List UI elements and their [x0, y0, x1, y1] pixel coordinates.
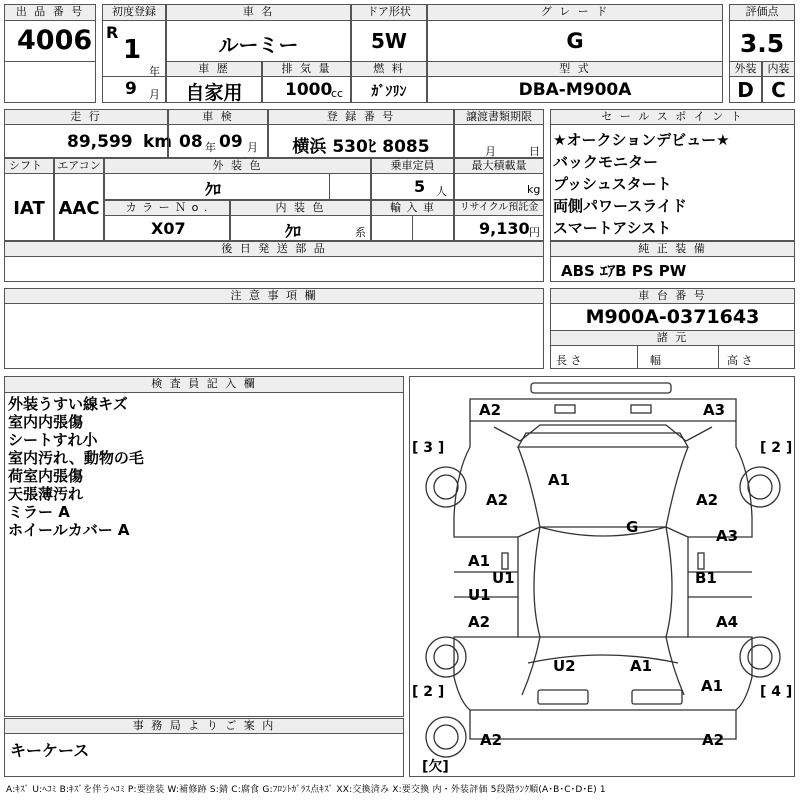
office-box	[4, 733, 404, 777]
int-color: ｸﾛ	[285, 222, 302, 241]
transfer-month-unit: 月	[485, 145, 496, 158]
import-divider	[412, 216, 413, 240]
damage-mark: A1	[468, 552, 491, 570]
recycle-label: リサイクル預託金	[454, 200, 544, 216]
model: DBA-M900A	[518, 80, 632, 100]
chassis-label: 車 台 番 号	[550, 288, 795, 304]
lot-no-box	[4, 20, 96, 62]
ext-color-box	[104, 173, 371, 200]
ext-color-label: 外 装 色	[104, 158, 371, 174]
exterior-label: 外装	[729, 61, 762, 77]
history-box	[166, 76, 262, 103]
inspector-note: ホイールカバー A	[8, 521, 130, 539]
capacity: 5	[414, 177, 426, 196]
later-parts-box	[4, 256, 544, 282]
score: 3.5	[739, 29, 785, 58]
inspector-note: 天張薄汚れ	[8, 485, 84, 503]
interior-label: 内装	[762, 61, 795, 77]
length-label: 長 さ	[556, 354, 582, 367]
mileage-box	[4, 124, 173, 158]
recycle: 9,130	[479, 219, 530, 238]
shift-label: シフト	[4, 158, 54, 174]
plate-box	[268, 124, 454, 158]
history: 自家用	[185, 82, 243, 104]
inspector-note: 外装うすい線キズ	[8, 395, 128, 413]
damage-mark: A2	[468, 613, 491, 631]
equipment-label: 純 正 装 備	[550, 241, 795, 257]
sales-point-item: バックモニター	[553, 153, 659, 171]
import-box	[371, 215, 454, 241]
year-unit: 年	[149, 65, 160, 78]
tire-label-fl: [ 3 ]	[412, 440, 445, 456]
car-name: ルーミー	[218, 33, 299, 57]
plate: 横浜 530ﾋ 8085	[292, 137, 430, 157]
door-box	[351, 20, 427, 62]
exterior-box	[729, 76, 762, 103]
inspection-month-unit: 月	[247, 141, 258, 154]
inspection-box	[168, 124, 268, 158]
equipment-box	[550, 256, 795, 282]
transfer-day-unit: 日	[529, 145, 540, 158]
sales-point-item: ★オークションデビュー★	[553, 131, 730, 149]
displacement-box	[262, 76, 351, 103]
inspection-label: 車 検	[168, 109, 268, 125]
ac-box	[54, 173, 104, 241]
ac-label: エアコン	[54, 158, 104, 174]
color-no-label: カ ラ ー Ｎ o .	[104, 200, 230, 216]
inspection-year: 08	[179, 132, 203, 152]
ext-color-divider	[329, 174, 330, 199]
score-label: 評価点	[729, 4, 795, 21]
inspector-notes	[8, 395, 144, 539]
car-name-box	[166, 20, 351, 62]
inspector-box	[4, 392, 404, 717]
load-label: 最大積載量	[454, 158, 544, 174]
tire-label-rl: [ 2 ]	[412, 684, 445, 700]
sales-points-box	[550, 124, 795, 241]
chassis-value: M900A-0371643	[585, 306, 760, 328]
tire-label-rr: [ 4 ]	[760, 684, 793, 700]
length-box	[550, 345, 638, 369]
first-reg-month-box	[102, 76, 166, 103]
damage-mark: A2	[486, 491, 509, 509]
damage-mark: A3	[716, 527, 739, 545]
load-box	[454, 173, 544, 200]
chassis-box	[550, 303, 795, 331]
import-label: 輸 入 車	[371, 200, 454, 216]
exterior: D	[737, 78, 754, 102]
inspector-note: 室内汚れ、動物の毛	[8, 449, 144, 467]
equipment-value: ABS ｴｱB PS PW	[561, 262, 687, 280]
damage-mark: A4	[716, 613, 739, 631]
tire-rear-right	[740, 637, 780, 677]
mileage-unit: km	[143, 132, 173, 152]
lot-no-blank	[4, 61, 96, 103]
recycle-unit: 円	[529, 226, 540, 239]
tire-label-fr: [ 2 ]	[760, 440, 793, 456]
interior-box	[762, 76, 795, 103]
grade-label: グ レ ー ド	[427, 4, 723, 21]
first-reg-month: 9	[125, 79, 137, 99]
color-no-box	[104, 215, 230, 241]
damage-mark: G	[626, 518, 639, 536]
damage-mark: U1	[492, 569, 515, 587]
inspector-note: 荷室内張傷	[8, 467, 84, 485]
inspector-note: ミラー A	[8, 503, 70, 521]
shift: IAT	[13, 198, 45, 219]
inspection-year-unit: 年	[205, 141, 216, 154]
first-reg-box	[102, 20, 166, 77]
history-label: 車 歴	[166, 61, 262, 77]
width-label: 幅	[650, 354, 661, 367]
tire-front-right	[740, 467, 780, 507]
office-note: キーケース	[10, 741, 90, 760]
height-box	[718, 345, 795, 369]
inspection-month: 09	[219, 132, 243, 152]
door-label: ドア形状	[351, 4, 427, 21]
damage-mark: U1	[468, 586, 491, 604]
ext-color: ｸﾛ	[205, 180, 222, 199]
car-name-label: 車 名	[166, 4, 351, 21]
dims-label: 諸 元	[550, 330, 795, 346]
later-parts-label: 後 日 発 送 部 品	[4, 241, 544, 257]
damage-diagram	[409, 376, 795, 777]
width-box	[637, 345, 719, 369]
lot-no: 4006	[17, 25, 93, 56]
mileage-label: 走 行	[4, 109, 168, 125]
first-reg-year: 1	[123, 35, 142, 65]
model-label: 型 式	[427, 61, 723, 77]
sales-point-item: 両側パワースライド	[553, 197, 687, 215]
fuel-label: 燃 料	[351, 61, 427, 77]
damage-mark: A1	[701, 677, 724, 695]
sales-points-label: セ ー ル ス ポ イ ン ト	[550, 109, 795, 125]
recycle-box	[454, 215, 544, 241]
transfer-label: 譲渡書類期限	[454, 109, 544, 125]
model-box	[427, 76, 723, 103]
car-outline	[410, 377, 796, 778]
lot-no-label: 出 品 番 号	[4, 4, 96, 21]
door: 5W	[371, 29, 407, 53]
damage-mark: A2	[479, 401, 502, 419]
mileage: 89,599	[67, 132, 133, 152]
legend: A:ｷｽﾞ U:ﾍｺﾐ B:ｷｽﾞを伴うﾍｺﾐ P:要塗装 W:補修跡 S:錆 C:腐食 G:ﾌﾛﾝﾄｶﾞﾗｽ点ｷｽﾞ XX:交換済み X:要交換 内・外装評価 5段階ﾗﾝｸ順(A･B･C･D･E) 1	[6, 785, 606, 795]
sales-point-item: プッシュスタート	[553, 175, 672, 193]
damage-mark: B1	[695, 569, 717, 587]
fuel: ｶﾞｿﾘﾝ	[371, 84, 407, 100]
capacity-label: 乗車定員	[371, 158, 454, 174]
ac: AAC	[58, 198, 100, 219]
damage-mark: U2	[553, 657, 576, 675]
shift-box	[4, 173, 54, 241]
inspector-note: 室内内張傷	[8, 413, 84, 431]
sales-point-item: スマートアシスト	[553, 219, 672, 237]
month-unit: 月	[149, 88, 160, 101]
tire-rear-left	[426, 637, 466, 677]
notes-box	[4, 303, 544, 369]
tire-spare	[426, 717, 466, 757]
height-label: 高 さ	[727, 354, 753, 367]
int-color-unit: 系	[355, 226, 366, 239]
sales-points-list	[553, 129, 730, 239]
capacity-box	[371, 173, 454, 200]
displacement: 1000	[285, 80, 333, 100]
notes-label: 注 意 事 項 欄	[4, 288, 544, 304]
grade: G	[566, 29, 584, 53]
damage-mark: A1	[630, 657, 653, 675]
score-box	[729, 20, 795, 62]
int-color-label: 内 装 色	[230, 200, 371, 216]
tire-label-spare: [欠]	[422, 759, 449, 775]
damage-mark: A2	[696, 491, 719, 509]
transfer-box	[454, 124, 544, 158]
first-reg-era: R	[106, 23, 119, 42]
color-no: X07	[151, 219, 186, 238]
interior: C	[771, 78, 786, 102]
tire-front-left	[426, 467, 466, 507]
plate-label: 登 録 番 号	[268, 109, 454, 125]
damage-mark: A2	[702, 731, 725, 749]
displacement-label: 排 気 量	[262, 61, 351, 77]
office-label: 事 務 局 よ り ご 案 内	[4, 718, 404, 734]
fuel-box	[351, 76, 427, 103]
int-color-box	[230, 215, 371, 241]
grade-box	[427, 20, 723, 62]
capacity-unit: 人	[436, 185, 447, 198]
damage-mark: A3	[703, 401, 726, 419]
load-unit: kg	[527, 183, 541, 196]
inspector-label: 検 査 員 記 入 欄	[4, 376, 404, 393]
damage-mark: A2	[480, 731, 503, 749]
inspector-note: シートすれ小	[8, 431, 98, 449]
damage-mark: A1	[548, 471, 571, 489]
first-reg-label: 初度登録	[102, 4, 166, 21]
displacement-unit: cc	[331, 87, 344, 100]
